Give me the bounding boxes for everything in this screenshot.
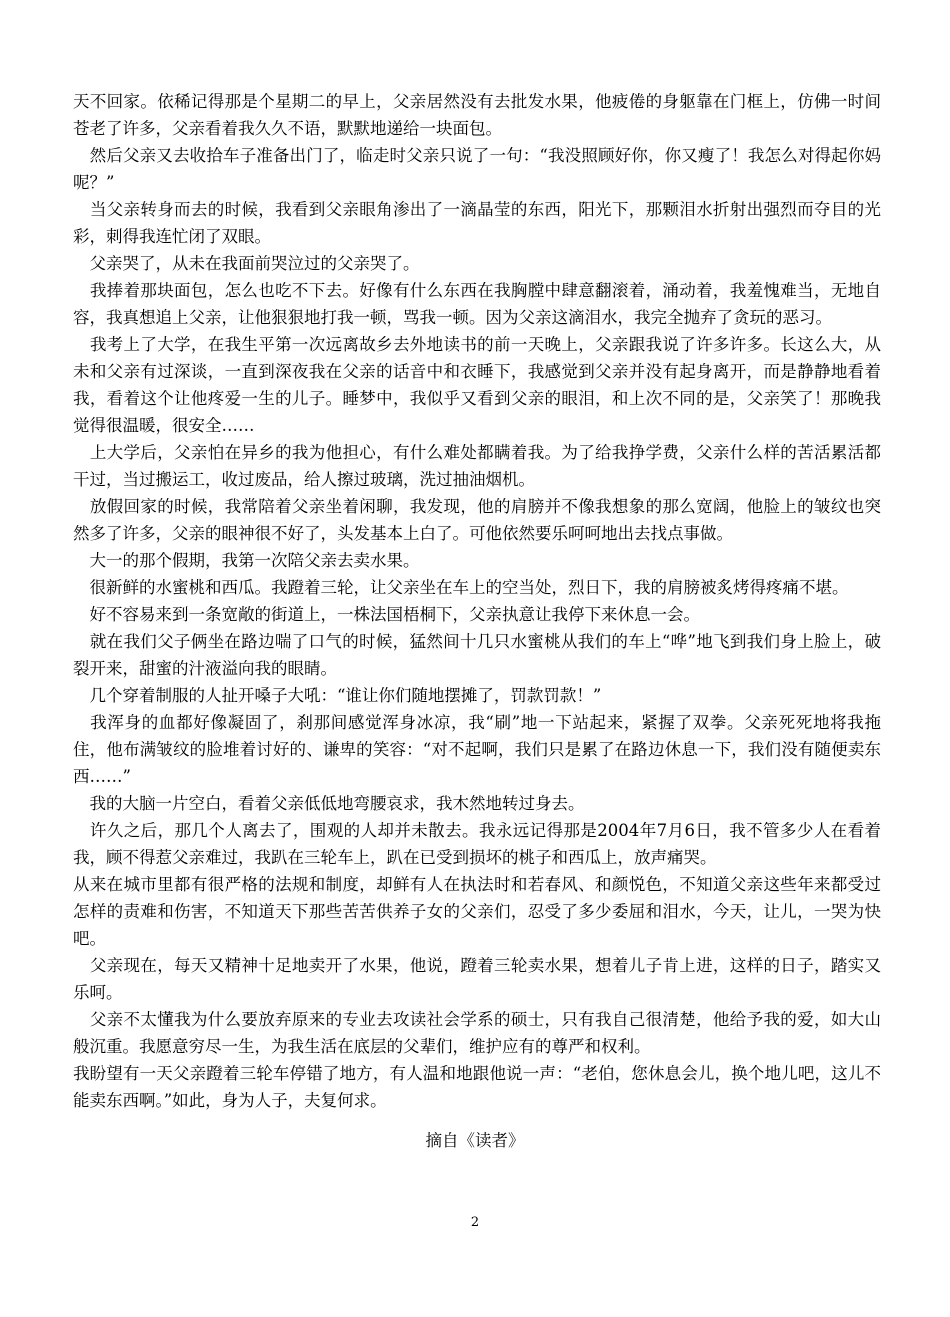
paragraph: 当父亲转身而去的时候，我看到父亲眼角渗出了一滴晶莹的东西，阳光下，那颗泪水折射出强烈而夺目的光彩，刺得我连忙闭了双眼。: [73, 200, 881, 246]
paragraph: 放假回家的时候，我常陪着父亲坐着闲聊，我发现，他的肩膀并不像我想象的那么宽阔，他脸上的皱纹也突然多了许多，父亲的眼神很不好了，头发基本上白了。可他依然要乐呵呵地出去找点事做。: [73, 497, 881, 543]
paragraph: 父亲不太懂我为什么要放弃原来的专业去攻读社会学系的硕士，只有我自己很清楚，他给予我的爱，如大山般沉重。我愿意穷尽一生，为我生活在底层的父辈们，维护应有的尊严和权利。: [73, 1010, 881, 1056]
paragraph: 天不回家。依稀记得那是个星期二的早上，父亲居然没有去批发水果，他疲倦的身躯靠在门框上，仿佛一时间苍老了许多，父亲看着我久久不语，默默地递给一块面包。: [73, 92, 881, 138]
paragraph: 父亲现在，每天又精神十足地卖开了水果，他说，蹬着三轮卖水果，想着儿子肯上进，这样的日子，踏实又乐呵。: [73, 956, 881, 1002]
paragraph: 然后父亲又去收拾车子准备出门了，临走时父亲只说了一句：“我没照顾好你，你又瘦了！我怎么对得起你妈呢？”: [73, 146, 881, 192]
paragraph: 就在我们父子俩坐在路边喘了口气的时候，猛然间十几只水蜜桃从我们的车上“哗”地飞到我们身上脸上，破裂开来，甜蜜的汁液溢向我的眼睛。: [73, 632, 881, 678]
page-number: 2: [470, 1215, 480, 1230]
paragraph: 我浑身的血都好像凝固了，刹那间感觉浑身冰凉，我“刷”地一下站起来，紧握了双拳。父亲死死地将我拖住，他布满皱纹的脸堆着讨好的、谦卑的笑容：“对不起啊，我们只是累了在路边休息一下，我们没有随便卖东西……”: [73, 713, 881, 786]
paragraph: 几个穿着制服的人扯开嗓子大吼：“谁让你们随地摆摊了，罚款罚款！”: [73, 686, 602, 705]
paragraph: 我盼望有一天父亲蹬着三轮车停错了地方，有人温和地跟他说一声：“老伯，您休息会儿，换个地儿吧，这儿不能卖东西啊。”如此，身为人子，夫复何求。: [73, 1064, 881, 1110]
paragraph: 很新鲜的水蜜桃和西瓜。我蹬着三轮，让父亲坐在车上的空当处，烈日下，我的肩膀被炙烤得疼痛不堪。: [73, 578, 849, 597]
paragraph: 好不容易来到一条宽敞的街道上，一株法国梧桐下，父亲执意让我停下来休息一会。: [73, 605, 700, 624]
paragraph: 我的大脑一片空白，看着父亲低低地弯腰哀求，我木然地转过身去。: [73, 794, 585, 813]
paragraph: 我考上了大学，在我生平第一次远离故乡去外地读书的前一天晚上，父亲跟我说了许多许多。长这么大，从未和父亲有过深谈，一直到深夜我在父亲的话音中和衣睡下，我感觉到父亲并没有起身离开，而是静静地看着我，看着这个让他疼爱一生的儿子。睡梦中，我似乎又看到父亲的眼泪，和上次不同的是，父亲笑了！那晚我觉得很温暖，很安全……: [73, 335, 881, 435]
article-source: 摘自《读者》: [425, 1131, 525, 1150]
paragraph: 许久之后，那几个人离去了，围观的人却并未散去。我永远记得那是2004年7月6日，我不管多少人在看着我，顾不得惹父亲难过，我趴在三轮车上，趴在已受到损坏的桃子和西瓜上，放声痛哭。: [73, 821, 881, 867]
paragraph: 我捧着那块面包，怎么也吃不下去。好像有什么东西在我胸膛中肆意翻滚着，涌动着，我羞愧难当，无地自容，我真想追上父亲，让他狠狠地打我一顿，骂我一顿。因为父亲这滴泪水，我完全抛弃了贪玩的恶习。: [73, 281, 881, 327]
paragraph: 从来在城市里都有很严格的法规和制度，却鲜有人在执法时和若春风、和颜悦色，不知道父亲这些年来都受过怎样的责难和伤害，不知道天下那些苦苦供养子女的父亲们，忍受了多少委屈和泪水，今天，让儿，一哭为快吧。: [73, 875, 881, 948]
paragraph: 大一的那个假期，我第一次陪父亲去卖水果。: [73, 551, 420, 570]
paragraph: 上大学后，父亲怕在异乡的我为他担心，有什么难处都瞒着我。为了给我挣学费，父亲什么样的苦活累活都干过，当过搬运工，收过废品，给人擦过玻璃，洗过抽油烟机。: [73, 443, 881, 489]
article-body: [73, 88, 881, 1114]
paragraph: 父亲哭了，从未在我面前哭泣过的父亲哭了。: [73, 254, 420, 273]
